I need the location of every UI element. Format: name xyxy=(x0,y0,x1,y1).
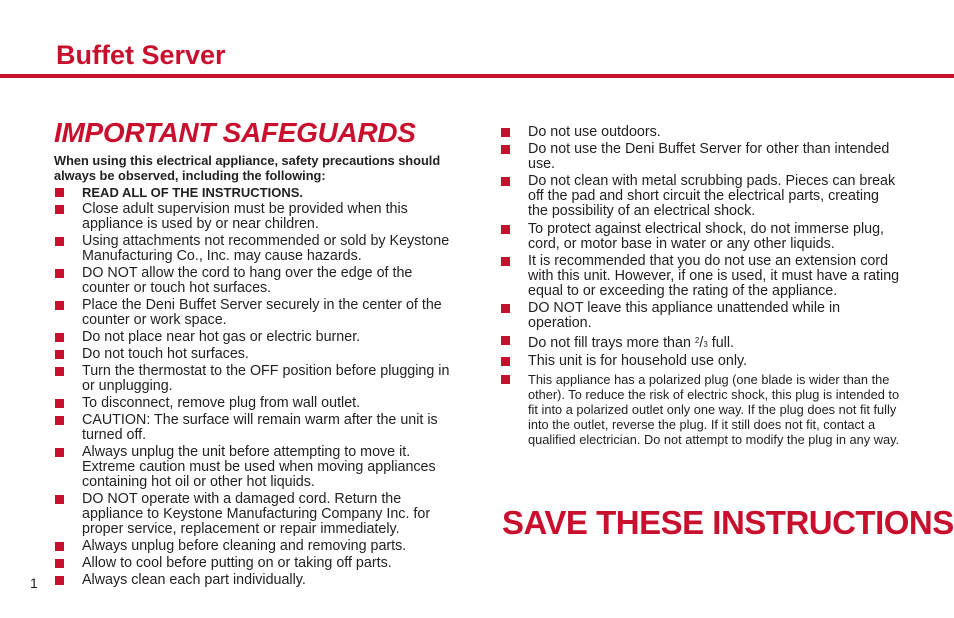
square-bullet-icon xyxy=(501,357,510,366)
safeguards-heading: IMPORTANT SAFEGUARDS xyxy=(54,117,416,148)
list-item xyxy=(54,364,454,394)
list-item-text: Turn the thermostat to the OFF position before plugging in or unplugging. xyxy=(82,363,450,394)
square-bullet-icon xyxy=(55,542,64,551)
list-item xyxy=(54,202,454,232)
list-item xyxy=(54,185,454,200)
list-item xyxy=(54,556,454,571)
list-item xyxy=(500,301,900,331)
list-item xyxy=(500,254,900,299)
square-bullet-icon xyxy=(55,237,64,246)
list-item xyxy=(500,125,900,140)
list-item-text: DO NOT allow the cord to hang over the edge of the counter or touch hot surfaces. xyxy=(82,265,413,296)
list-item xyxy=(500,142,900,172)
list-item xyxy=(54,234,454,264)
square-bullet-icon xyxy=(55,576,64,585)
square-bullet-icon xyxy=(501,336,510,345)
square-bullet-icon xyxy=(501,304,510,313)
square-bullet-icon xyxy=(501,257,510,266)
list-item xyxy=(54,396,454,411)
square-bullet-icon xyxy=(55,350,64,359)
square-bullet-icon xyxy=(501,177,510,186)
list-item xyxy=(500,372,900,447)
list-item-text: Allow to cool before putting on or taking off parts. xyxy=(82,555,392,571)
safeguards-list-right xyxy=(500,125,900,449)
square-bullet-icon xyxy=(55,559,64,568)
list-item xyxy=(500,222,900,252)
list-item-text: Do not place near hot gas or electric burner. xyxy=(82,329,361,345)
fraction-denominator: 3 xyxy=(703,340,708,350)
square-bullet-icon xyxy=(55,495,64,504)
list-item-text: Do not touch hot surfaces. xyxy=(82,346,249,362)
list-item-text: Always unplug the unit before attempting to move it. Extreme caution must be used when moving appliances containing hot oil or other hot liquids. xyxy=(82,444,436,490)
list-item xyxy=(54,573,454,588)
list-item xyxy=(54,445,454,490)
square-bullet-icon xyxy=(55,333,64,342)
page-title: Buffet Server xyxy=(56,40,226,70)
header-divider xyxy=(0,74,954,78)
square-bullet-icon xyxy=(55,416,64,425)
list-item-text: DO NOT operate with a damaged cord. Return the appliance to Keystone Manufacturing Company Inc. for proper service, replacement or repair immediately. xyxy=(82,491,431,537)
list-item xyxy=(54,266,454,296)
list-item xyxy=(54,347,454,362)
list-item-text: Do not use the Deni Buffet Server for other than intended use. xyxy=(528,141,890,173)
square-bullet-icon xyxy=(501,375,510,384)
list-item-text: Do not clean with metal scrubbing pads. Pieces can break off the pad and short circuit the electrical parts, creating the possibility of an electrical shock. xyxy=(528,173,896,220)
list-item-text: It is recommended that you do not use an extension cord with this unit. However, if one is used, it must have a rating equal to or exceeding the rating of the appliance. xyxy=(528,252,900,299)
square-bullet-icon xyxy=(501,145,510,154)
list-item xyxy=(54,413,454,443)
list-item-text: READ ALL OF THE INSTRUCTIONS. xyxy=(82,185,303,200)
fraction-numerator: 2 xyxy=(694,336,700,346)
list-item-text: Close adult supervision must be provided when this appliance is used by or near children. xyxy=(82,201,408,232)
square-bullet-icon xyxy=(55,448,64,457)
list-item-text: Do not use outdoors. xyxy=(528,124,661,140)
square-bullet-icon xyxy=(55,205,64,214)
square-bullet-icon xyxy=(55,399,64,408)
square-bullet-icon xyxy=(55,188,64,197)
fill-item-after: full. xyxy=(707,335,734,352)
list-item xyxy=(54,492,454,537)
list-item xyxy=(54,298,454,328)
list-item-text: Place the Deni Buffet Server securely in the center of the counter or work space. xyxy=(82,297,442,328)
square-bullet-icon xyxy=(501,225,510,234)
safeguards-list-left xyxy=(54,185,454,590)
list-item-text: CAUTION: The surface will remain warm after the unit is turned off. xyxy=(82,412,438,443)
fill-item-before: Do not fill trays more than xyxy=(528,335,695,352)
list-item xyxy=(54,330,454,345)
list-item-text: To protect against electrical shock, do not immerse plug, cord, or motor base in water or any other liquids. xyxy=(528,220,885,252)
save-instructions-banner: SAVE THESE INSTRUCTIONS xyxy=(502,504,954,541)
list-item-text: Using attachments not recommended or sold by Keystone Manufacturing Co., Inc. may cause hazards. xyxy=(82,233,450,264)
list-item-text: Always unplug before cleaning and removing parts. xyxy=(82,538,407,554)
page-number: 1 xyxy=(30,575,38,591)
list-item-text: To disconnect, remove plug from wall outlet. xyxy=(82,395,361,411)
list-item xyxy=(500,333,900,352)
list-item-text: This appliance has a polarized plug (one blade is wider than the other). To reduce the risk of electric shock, this plug is intended to fit into a polarized outlet only one way. If the plug does not fit fully into the outlet, reverse the plug. If it still does not fit, contact a qualified electrician. Do not attempt to modify the plug in any way. xyxy=(528,371,900,447)
list-item xyxy=(500,354,900,369)
list-item-text: This unit is for household use only. xyxy=(528,353,748,370)
fraction-slash: / xyxy=(699,335,704,352)
list-item xyxy=(500,174,900,219)
square-bullet-icon xyxy=(55,269,64,278)
list-item xyxy=(54,539,454,554)
list-item-text: DO NOT leave this appliance unattended while in operation. xyxy=(528,299,841,331)
square-bullet-icon xyxy=(55,301,64,310)
square-bullet-icon xyxy=(55,367,64,376)
safeguards-intro: When using this electrical appliance, safety precautions should always be observed, including the following: xyxy=(54,153,441,183)
square-bullet-icon xyxy=(501,128,510,137)
list-item-text: Always clean each part individually. xyxy=(82,572,306,588)
